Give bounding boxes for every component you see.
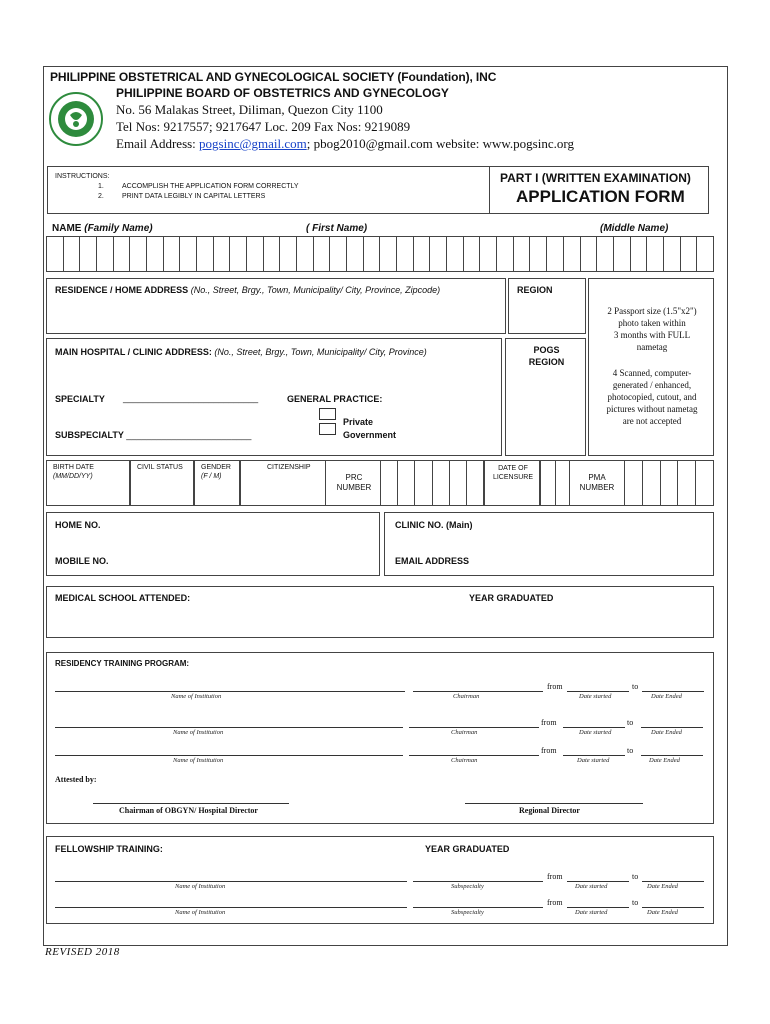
region-box[interactable] <box>508 278 586 334</box>
fellowship-year-label: YEAR GRADUATED <box>425 844 510 854</box>
residency-3-from: from <box>541 746 557 755</box>
residency-3-inst-cap: Name of Institution <box>173 757 224 764</box>
home-mobile-box <box>46 512 380 576</box>
hospital-hint: (No., Street, Brgy., Town, Municipality/ City, Province) <box>214 347 427 357</box>
subspecialty-field[interactable]: _________________________ <box>126 430 252 440</box>
subspecialty-label-text: SUBSPECIALTY <box>55 430 124 440</box>
residency-title: RESIDENCY TRAINING PROGRAM: <box>55 659 190 668</box>
phone-numbers: Tel Nos: 9217557; 9217647 Loc. 209 Fax Nos: 9219089 <box>116 119 411 134</box>
home-no-label[interactable]: HOME NO. <box>55 520 101 530</box>
instructions-box <box>47 166 503 214</box>
name-label-text: NAME <box>52 223 82 234</box>
fellowship-1-sub-line[interactable] <box>413 881 543 882</box>
residency-3-end-line[interactable] <box>641 755 703 756</box>
birth-date-format: (MM/DD/YY) <box>53 473 93 480</box>
fellowship-1-to: to <box>632 872 639 881</box>
education-box[interactable] <box>46 586 714 638</box>
pogs-region-label: POGS REGION <box>528 345 565 367</box>
gender-label: GENDER <box>201 464 231 471</box>
attested-by-label: Attested by: <box>55 775 97 784</box>
residency-2-to: to <box>627 718 634 727</box>
name-letter-boxes[interactable] <box>46 236 714 272</box>
attest-signatory-1: Chairman of OBGYN/ Hospital Director <box>119 806 258 815</box>
fellowship-1-inst-line[interactable] <box>55 881 407 882</box>
instruction-num-1: 1. <box>98 183 104 190</box>
specialty-label: SPECIALTY <box>55 394 105 404</box>
residency-3-inst-line[interactable] <box>55 755 403 756</box>
attest-signatory-2: Regional Director <box>519 806 580 815</box>
residency-2-inst-cap: Name of Institution <box>173 729 224 736</box>
fellowship-2-inst-cap: Name of Institution <box>175 909 226 916</box>
residency-1-from: from <box>547 682 563 691</box>
hospital-label-text: MAIN HOSPITAL / CLINIC ADDRESS: <box>55 347 212 357</box>
attest-signature-line-1[interactable] <box>93 803 289 804</box>
pma-number-label: PMA NUMBER <box>579 473 615 492</box>
revised-note: REVISED 2018 <box>45 946 120 958</box>
birth-date-label: BIRTH DATE <box>53 464 94 471</box>
fellowship-1-from: from <box>547 872 563 881</box>
residency-3-chair-line[interactable] <box>409 755 539 756</box>
residence-label-text: RESIDENCE / HOME ADDRESS <box>55 285 189 295</box>
fellowship-1-inst-cap: Name of Institution <box>175 883 226 890</box>
government-checkbox[interactable] <box>319 423 336 435</box>
form-title: APPLICATION FORM <box>516 187 685 206</box>
fellowship-box <box>46 836 714 924</box>
fellowship-title: FELLOWSHIP TRAINING: <box>55 844 163 854</box>
fellowship-2-inst-line[interactable] <box>55 907 407 908</box>
residency-1-to: to <box>632 682 639 691</box>
citizenship-label: CITIZENSHIP <box>267 464 311 471</box>
general-practice-label: GENERAL PRACTICE: <box>287 394 383 404</box>
residency-1-chair-line[interactable] <box>413 691 543 692</box>
email-prefix: Email Address: <box>116 136 200 151</box>
fellowship-2-to: to <box>632 898 639 907</box>
fellowship-2-start-line[interactable] <box>567 907 629 908</box>
instructions-title: INSTRUCTIONS: <box>55 173 110 180</box>
residency-2-end-cap: Date Ended <box>651 729 682 736</box>
pma-number-boxes[interactable] <box>624 460 714 506</box>
private-label: Private <box>343 417 374 427</box>
form-part: PART I (WRITTEN EXAMINATION) <box>500 171 691 185</box>
fellowship-2-end-line[interactable] <box>642 907 704 908</box>
fellowship-2-from: from <box>547 898 563 907</box>
fellowship-1-sub-cap: Subspecialty <box>451 883 484 890</box>
residency-1-end-cap: Date Ended <box>651 693 682 700</box>
residency-3-chair-cap: Chairman <box>451 757 478 764</box>
attest-signature-line-2[interactable] <box>465 803 643 804</box>
residence-address-box[interactable] <box>46 278 506 334</box>
photo-box <box>588 278 714 456</box>
civil-status-cell[interactable] <box>130 460 194 506</box>
pogs-region-box[interactable] <box>505 338 586 456</box>
residency-box <box>46 652 714 824</box>
gender-cell[interactable] <box>194 460 240 506</box>
residence-label <box>55 285 440 295</box>
residency-2-start-line[interactable] <box>563 727 625 728</box>
org-name: PHILIPPINE OBSTETRICAL AND GYNECOLOGICAL SOCIETY (Foundation), INC <box>50 70 497 84</box>
private-checkbox[interactable] <box>319 408 336 420</box>
licensure-cell[interactable] <box>484 460 540 506</box>
medical-school-label: MEDICAL SCHOOL ATTENDED: <box>55 593 191 603</box>
first-name-label: ( First Name) <box>306 223 368 234</box>
residence-hint: (No., Street, Brgy., Town, Municipality/ City, Province, Zipcode) <box>190 285 441 295</box>
year-graduated-label: YEAR GRADUATED <box>469 593 554 603</box>
residency-3-start-line[interactable] <box>563 755 625 756</box>
hospital-box[interactable] <box>46 338 502 456</box>
citizenship-cell[interactable] <box>240 460 326 506</box>
prc-number-label: PRC NUMBER <box>336 473 372 492</box>
email-line <box>116 136 574 152</box>
name-label <box>52 223 153 234</box>
hospital-label <box>55 347 427 357</box>
fellowship-1-start-cap: Date started <box>575 883 608 890</box>
residency-2-chair-line[interactable] <box>409 727 539 728</box>
fellowship-1-end-cap: Date Ended <box>647 883 678 890</box>
photo-note-2: 4 Scanned, computer- generated / enhanced, photocopied, cutout, and pictures without nametag are not accepted <box>606 368 698 426</box>
civil-status-label: CIVIL STATUS <box>137 464 183 471</box>
fellowship-1-start-line[interactable] <box>567 881 629 882</box>
residency-1-start-line[interactable] <box>567 691 629 692</box>
residency-2-from: from <box>541 718 557 727</box>
residency-2-inst-line[interactable] <box>55 727 403 728</box>
clinic-email-box <box>384 512 714 576</box>
residency-3-end-cap: Date Ended <box>649 757 680 764</box>
residency-1-end-line[interactable] <box>642 691 704 692</box>
residency-1-chair-cap: Chairman <box>453 693 480 700</box>
birth-date-cell[interactable] <box>46 460 130 506</box>
residency-1-inst-cap: Name of Institution <box>171 693 222 700</box>
email-rest: ; pbog2010@gmail.com website: www.pogsinc.org <box>306 136 574 151</box>
society-logo <box>48 91 104 147</box>
family-name-label: (Family Name) <box>84 223 153 234</box>
instruction-text-1: ACCOMPLISH THE APPLICATION FORM CORRECTLY <box>122 183 299 190</box>
fellowship-1-end-line[interactable] <box>642 881 704 882</box>
government-label: Government <box>343 430 397 440</box>
residency-2-start-cap: Date started <box>579 729 612 736</box>
region-label: REGION <box>517 285 553 295</box>
fellowship-2-sub-line[interactable] <box>413 907 543 908</box>
fellowship-2-sub-cap: Subspecialty <box>451 909 484 916</box>
form-title-box <box>489 166 709 214</box>
instruction-text-2: PRINT DATA LEGIBLY IN CAPITAL LETTERS <box>122 193 266 200</box>
society-address: No. 56 Malakas Street, Diliman, Quezon City 1100 <box>116 102 383 117</box>
middle-name-label: (Middle Name) <box>600 223 669 234</box>
licensure-label: DATE OF LICENSURE <box>492 465 534 481</box>
photo-note-1: 2 Passport size (1.5"x2") photo taken within 3 months with FULL nametag <box>607 306 697 352</box>
residency-3-to: to <box>627 746 634 755</box>
email-address-label[interactable]: EMAIL ADDRESS <box>395 556 470 566</box>
residency-2-end-line[interactable] <box>641 727 703 728</box>
email-link[interactable]: pogsinc@gmail.com <box>199 136 307 151</box>
residency-1-inst-line[interactable] <box>55 691 405 692</box>
gender-format: (F / M) <box>201 473 222 480</box>
prc-number-boxes[interactable] <box>380 460 484 506</box>
licensure-boxes[interactable] <box>540 460 570 506</box>
fellowship-2-end-cap: Date Ended <box>647 909 678 916</box>
specialty-field[interactable]: ___________________________ <box>123 393 259 403</box>
mobile-no-label[interactable]: MOBILE NO. <box>55 556 109 566</box>
residency-2-chair-cap: Chairman <box>451 729 478 736</box>
residency-3-start-cap: Date started <box>577 757 610 764</box>
fellowship-2-start-cap: Date started <box>575 909 608 916</box>
subspecialty-label <box>55 430 251 440</box>
clinic-no-label[interactable]: CLINIC NO. (Main) <box>395 520 473 530</box>
board-name: PHILIPPINE BOARD OF OBSTETRICS AND GYNECOLOGY <box>116 86 449 100</box>
instruction-num-2: 2. <box>98 193 104 200</box>
residency-1-start-cap: Date started <box>579 693 612 700</box>
